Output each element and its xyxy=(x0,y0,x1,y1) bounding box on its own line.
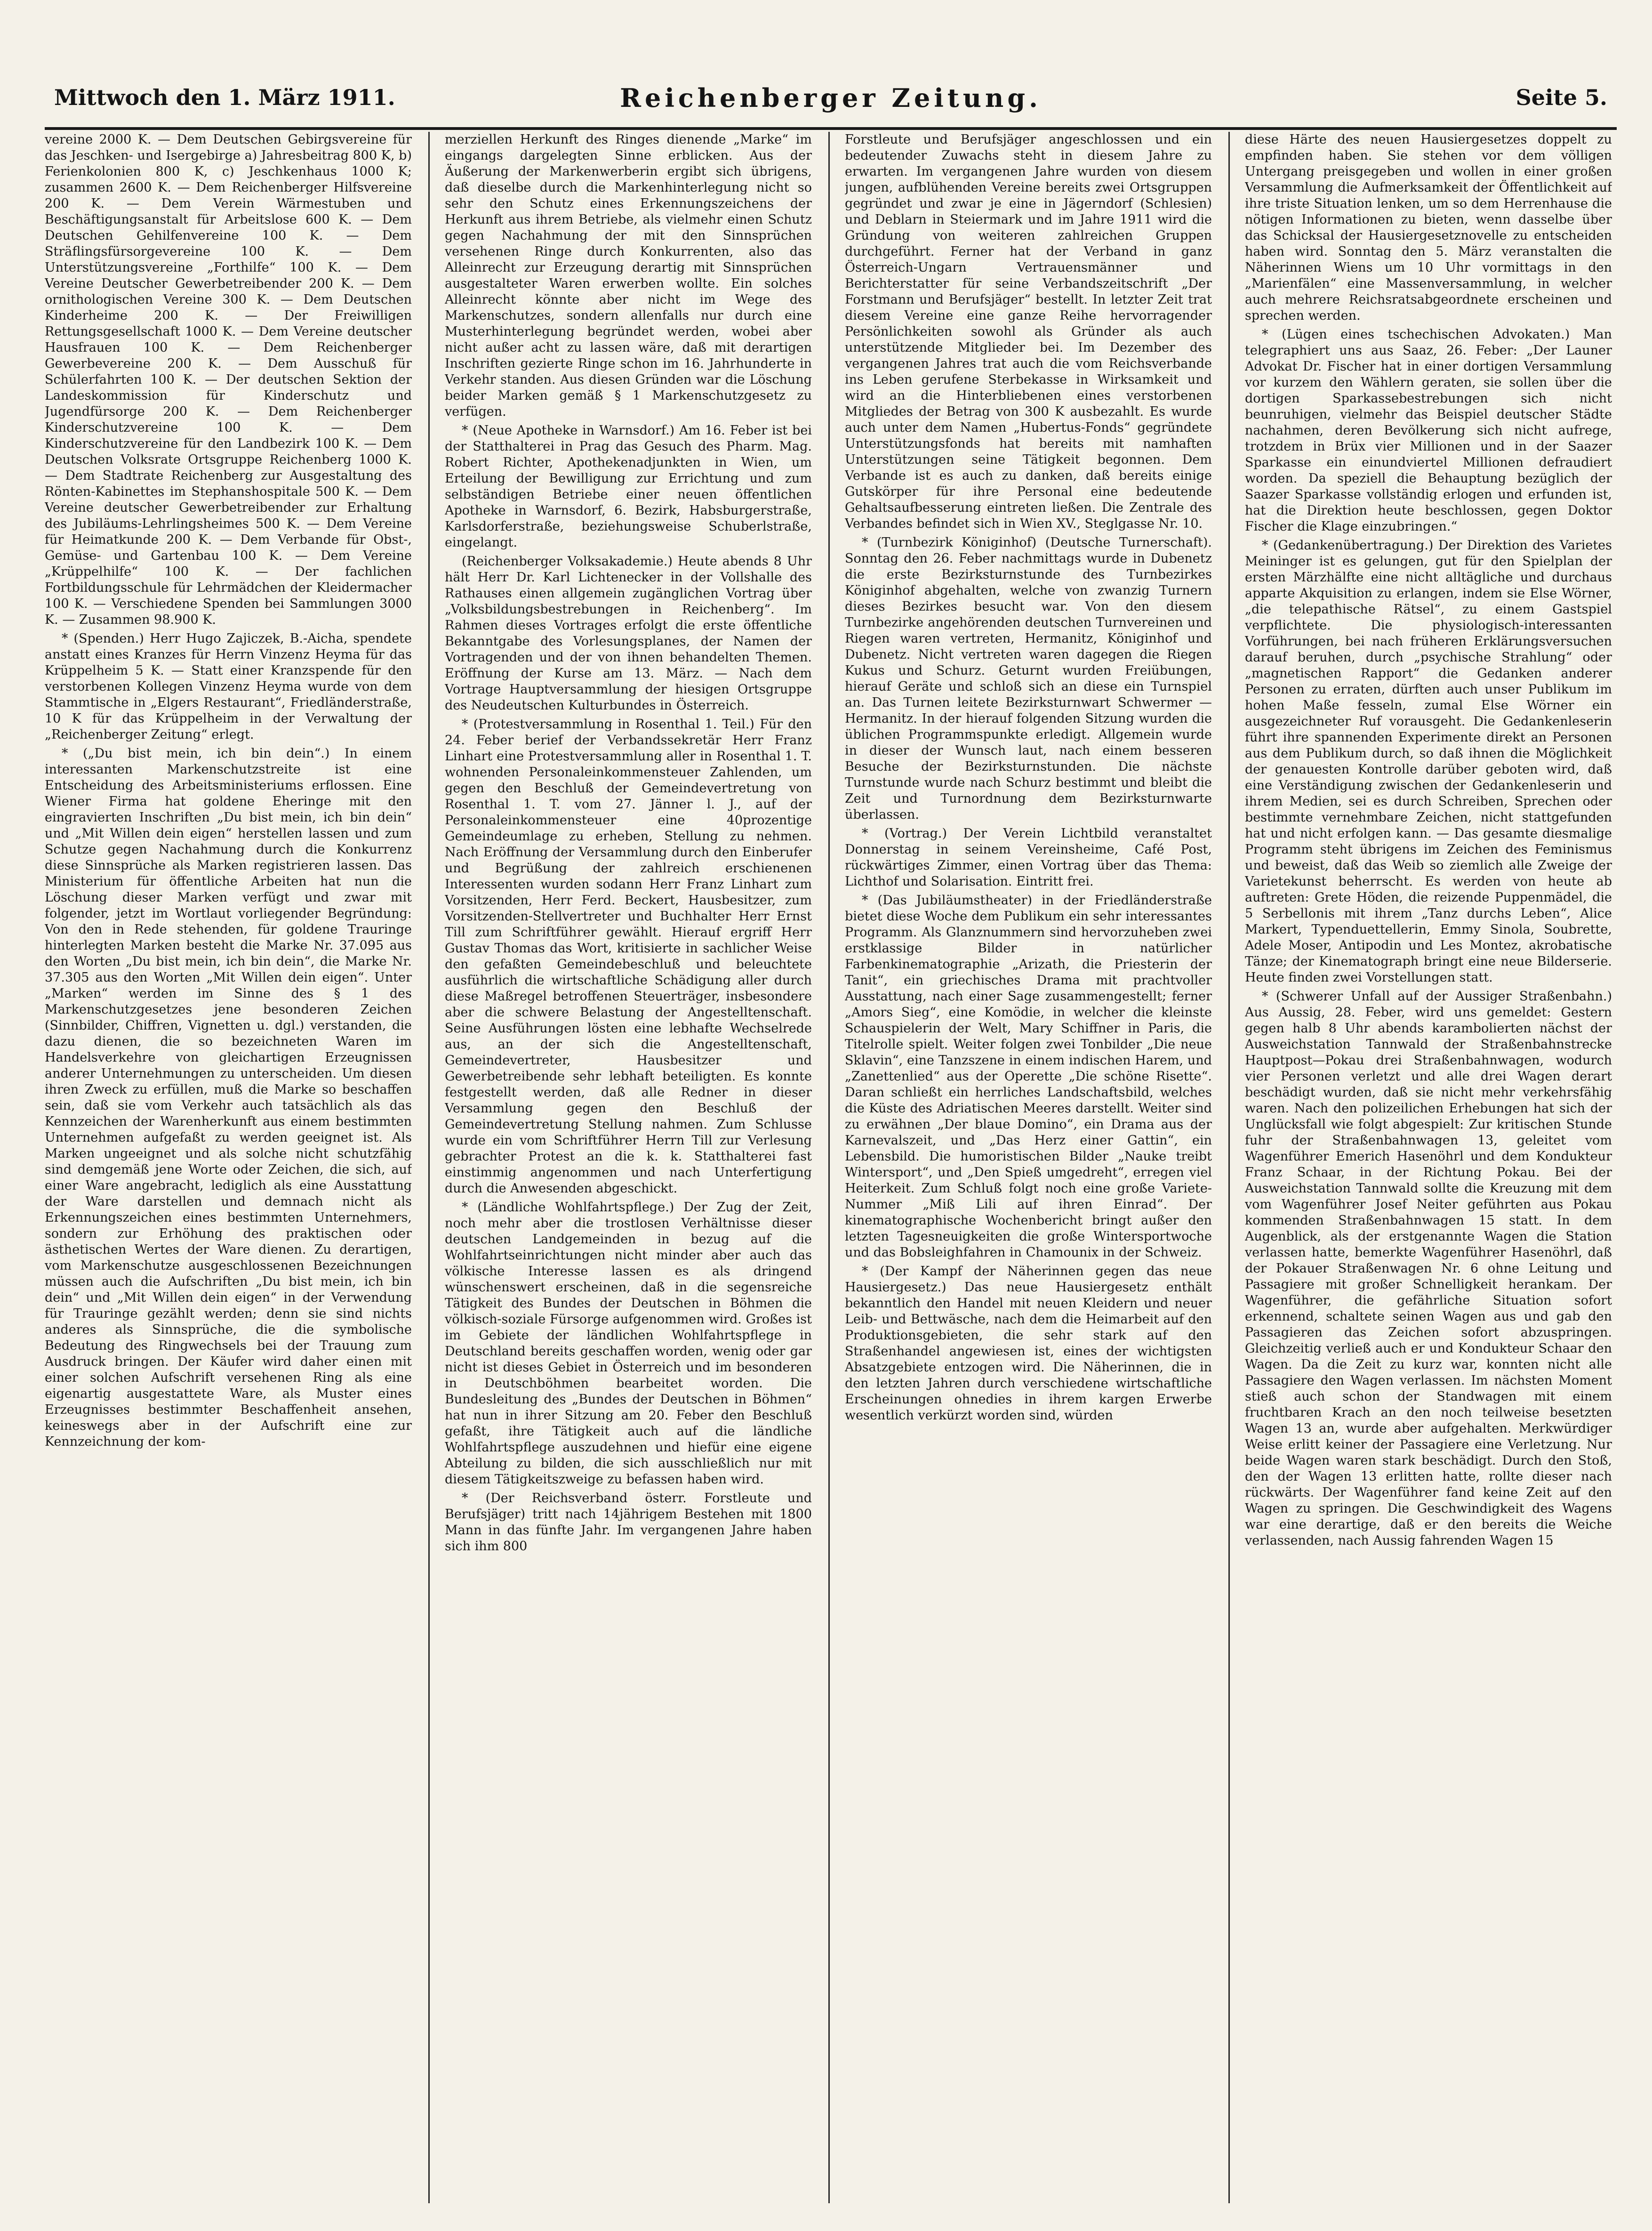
article-paragraph: * („Du bist mein, ich bin dein“.) In einem interessanten Markenschutzstreite ist eine Entscheidung des Arbeitsministeriums erflossen. Eine Wiener Firma hat goldene Eheringe mit den eingravierten Inschriften „Du bist mein, ich bin dein“ und „Mit Willen dein eigen“ herstellen lassen und zum Schutze gegen Nachahmung durch die Konkurrenz diese Sinnsprüche als Marken registrieren lassen. Das Ministerium für öffentliche Arbeiten hat nun die Löschung dieser Marken verfügt und zwar mit folgender, jetzt im Wortlaut vorliegender Begründung: Von den in Rede stehenden, für goldene Trauringe hinterlegten Marken besteht die Marke Nr. 37.095 aus den Worten „Du bist mein, ich bin dein“, die Marke Nr. 37.305 aus den Worten „Mit Willen dein eigen“. Unter „Marken“ werden im Sinne des § 1 des Markenschutzgesetzes jene besonderen Zeichen (Sinnbilder, Chiffren, Vignetten u. dgl.) verstanden, die dazu dienen, die so bezeichneten Waren im Handelsverkehre von gleichartigen Erzeugnissen anderer Unternehmungen zu unterscheiden. Um diesen ihren Zweck zu erfüllen, muß die Marke so beschaffen sein, daß sie vom Verkehr auch tatsächlich als das Kennzeichen der Warenherkunft aus einem bestimmten Unternehmen aufgefaßt zu werden geeignet ist. Als Marken ungeeignet und als solche nicht schutzfähig sind demgemäß jene Worte oder Zeichen, die sich, auf einer Ware angebracht, lediglich als eine Ausstattung der Ware darstellen und demnach nicht als Erkennungszeichen eines bestimmten Unternehmers, sondern zur Erhöhung des praktischen oder ästhetischen Wertes der Ware dienen. Zu derartigen, vom Markenschutze ausgeschlossenen Bezeichnungen müssen auch die Aufschriften „Du bist mein, ich bin dein“ und „Mit Willen dein eigen“ in der Verwendung für Trauringe gezählt werden; denn sie sind nichts anderes als Sinnsprüche, die die symbolische Bedeutung des Ringwechsels bei der Trauung zum Ausdruck bringen. Der Käufer wird daher einen mit einer solchen Aufschrift versehenen Ring als eine eigenartig ausgestattete Ware, als Muster eines Erzeugnisses bestimmter Beschaffenheit ansehen, keineswegs aber in der Aufschrift eine zur Kennzeichnung der kom- xyxy=(45,746,412,1449)
article-paragraph: * (Spenden.) Herr Hugo Zajiczek, B.-Aicha, spendete anstatt eines Kranzes für Herrn Vinzenz Heyma für das Krüppelheim 5 K. — Statt einer Kranzspende für den verstorbenen Kollegen Vinzenz Heyma wurde von dem Stammtische in „Elgers Restaurant“, Friedländerstraße, 10 K für das Krüppelheim in der Verwaltung der „Reichenberger Zeitung“ erlegt. xyxy=(45,631,412,742)
page-header xyxy=(45,71,1617,130)
column-2 xyxy=(445,132,812,2203)
article-paragraph: merziellen Herkunft des Ringes dienende „Marke“ im eingangs dargelegten Sinne erblicken. Aus der Äußerung der Markenwerberin ergibt sich übrigens, daß dieselbe durch die Markenhinterlegung nicht so sehr den Schutz eines Erkennungszeichens der Herkunft aus ihrem Betriebe, als vielmehr einen Schutz gegen Nachahmung der mit den Sinnsprüchen versehenen Ringe durch Konkurrenten, also das Alleinrecht zur Erzeugung derartig mit Sinnsprüchen ausgestalteter Waren erwerben wollte. Ein solches Alleinrecht könnte aber nicht im Wege des Markenschutzes, sondern allenfalls nur durch eine Musterhinterlegung begründet werden, wobei aber nicht außer acht zu lassen wäre, daß mit derartigen Inschriften gezierte Ringe schon im 16. Jahrhunderte in Verkehr standen. Aus diesen Gründen war die Löschung beider Marken gemäß § 1 Markenschutzgesetz zu verfügen. xyxy=(445,132,812,419)
article-paragraph: (Reichenberger Volksakademie.) Heute abends 8 Uhr hält Herr Dr. Karl Lichtenecker in der Vollshalle des Rathauses einen allgemein zugänglichen Vortrag über „Volksbildungsbestrebungen in Reichenberg“. Im Rahmen dieses Vortrages erfolgt die erste öffentliche Bekanntgabe des Vorlesungsplanes, der Namen der Vortragenden und der von ihnen behandelten Themen. Eröffnung der Kurse am 13. März. — Nach dem Vortrage Hauptversammlung der hiesigen Ortsgruppe des Neudeutschen Kulturbundes in Österreich. xyxy=(445,554,812,713)
issue-date: Mittwoch den 1. März 1911. xyxy=(54,85,395,110)
newspaper-page xyxy=(45,71,1617,2208)
article-paragraph: * (Der Kampf der Näherinnen gegen das neue Hausiergesetz.) Das neue Hausiergesetz enthält bekanntlich den Handel mit neuen Kleidern und neuer Leib- und Bettwäsche, nach dem die Heimarbeit auf den Produktionsgebieten, die sehr stark auf den Straßenhandel angewiesen ist, eines der wichtigsten Absatzgebiete entzogen wird. Die Näherinnen, die in den letzten Jahren durch verschiedene wirtschaftliche Erscheinungen ohnedies in ihrem kargen Erwerbe wesentlich verkürzt worden sind, würden xyxy=(845,1264,1212,1423)
article-paragraph: * (Schwerer Unfall auf der Aussiger Straßenbahn.) Aus Aussig, 28. Feber, wird uns gemeldet: Gestern gegen halb 8 Uhr abends karambolierten nächst der Ausweichstation Tannwald der Straßenbahnstrecke Hauptpost—Pokau drei Straßenbahnwagen, wodurch vier Personen verletzt und alle drei Wagen derart beschädigt wurden, daß sie nicht mehr verkehrsfähig waren. Nach den polizeilichen Erhebungen hat sich der Unglücksfall wie folgt abgespielt: Zur kritischen Stunde fuhr der Straßenbahnwagen 13, geleitet vom Wagenführer Emerich Hasenöhrl und dem Kondukteur Franz Schaar, in der Richtung Pokau. Bei der Ausweichstation Tannwald sollte die Kreuzung mit dem vom Wagenführer Josef Neiter geführten aus Pokau kommenden Straßenbahnwagen 15 statt. In dem Augenblick, als der erstgenannte Wagen die Station verlassen hatte, bemerkte Wagenführer Hasenöhrl, daß der Pokauer Straßenwagen Nr. 6 ohne Leitung und Passagiere mit großer Schnelligkeit herankam. Der Wagenführer, die gefährliche Situation sofort erkennend, schaltete seinen Wagen aus und gab den Passagieren das Zeichen sofort abzuspringen. Gleichzeitig verließ auch er und Kondukteur Schaar den Wagen. Da die Zeit zu kurz war, konnten nicht alle Passagiere den Wagen verlassen. Im nächsten Moment stieß auch schon der Standwagen mit einem fruchtbaren Krach an den noch teilweise besetzten Wagen 13 an, wurde aber aufgehalten. Merkwürdiger Weise erlitt keiner der Passagiere eine Verletzung. Nur beide Wagen waren stark beschädigt. Durch den Stoß, den der Wagen 13 erlitten hatte, rollte dieser nach rückwärts. Der Wagenführer fand keine Zeit auf den Wagen zu springen. Die Geschwindigkeit des Wagens war eine derartige, daß er den bereits die Weiche verlassenden, nach Aussig fahrenden Wagen 15 xyxy=(1245,989,1612,1548)
column-4 xyxy=(1245,132,1612,2203)
article-paragraph: * (Vortrag.) Der Verein Lichtbild veranstaltet Donnerstag in seinem Vereinsheime, Café Post, rückwärtiges Zimmer, einen Vortrag über das Thema: Lichthof und Solarisation. Eintritt frei. xyxy=(845,826,1212,889)
column-divider xyxy=(428,132,430,2203)
article-paragraph: * (Das Jubiläumstheater) in der Friedländerstraße bietet diese Woche dem Publikum ein sehr interessantes Programm. Als Glanznummern sind hervorzuheben zwei erstklassige Bilder in natürlicher Farbenkinematographie „Arizath, die Priesterin der Tanit“, ein griechisches Drama mit prachtvoller Ausstattung, nach einer Sage zusammengestellt; ferner „Amors Sieg“, eine Komödie, in welcher die kleinste Schauspielerin der Welt, Mary Schiffner in Paris, die Titelrolle spielt. Weiter folgen zwei Tonbilder „Die neue Sklavin“, eine Tanzszene in einem indischen Harem, und „Zanettenlied“ aus der Operette „Die schöne Risette“. Daran schließt ein herrliches Landschaftsbild, welches die Küste des Adriatischen Meeres darstellt. Weiter sind zu erwähnen „Der blaue Domino“, ein Drama aus der Karnevalszeit, und „Das Herz einer Gattin“, ein Lebensbild. Die humoristischen Bilder „Nauke treibt Wintersport“, und „Den Spieß umgedreht“, erregen viel Heiterkeit. Zum Schluß folgt noch eine große Variete-Nummer „Miß Lili auf ihren Einrad“. Der kinematographische Wochenbericht bringt außer den letzten Tagesneuigkeiten die große Wintersportwoche und das Bobsleighfahren in Chamounix in der Schweiz. xyxy=(845,893,1212,1260)
article-paragraph: Forstleute und Berufsjäger angeschlossen und ein bedeutender Zuwachs steht in diesem Jahre zu erwarten. Im vergangenen Jahre wurden von diesem jungen, aufblühenden Vereine bereits zwei Ortsgruppen gegründet und zwar je eine in Jägerndorf (Schlesien) und Deblarn in Steiermark und im Jahre 1911 wird die Gründung von weiteren zahlreichen Gruppen durchgeführt. Ferner hat der Verband in ganz Österreich-Ungarn Vertrauensmänner und Berichterstatter für seine Verbandszeitschrift „Der Forstmann und Berufsjäger“ bestellt. In letzter Zeit trat diesem Vereine eine ganze Reihe hervorragender Persönlichkeiten sowohl als Gründer als auch unterstützende Mitglieder bei. Im Dezember des vergangenen Jahres trat auch die vom Reichsverbande ins Leben gerufene Sterbekasse in Wirksamkeit und wird an die Hinterbliebenen eines verstorbenen Mitgliedes der Betrag von 300 K ausbezahlt. Es wurde auch unter dem Namen „Hubertus-Fonds“ gegründete Unterstützungsfonds hat bereits mit namhaften Unterstützungen seine Tätigkeit begonnen. Dem Verbande ist es auch zu danken, daß bereits einige Gutskörper für ihre Personal eine bedeutende Gehaltsaufbesserung eintreten ließen. Die Zentrale des Verbandes befindet sich in Wien XV., Steglgasse Nr. 10. xyxy=(845,132,1212,531)
article-paragraph: * (Neue Apotheke in Warnsdorf.) Am 16. Feber ist bei der Statthalterei in Prag das Gesuch des Pharm. Mag. Robert Richter, Apothekenadjunkten in Wien, um Erteilung der Bewilligung zur Errichtung und zum selbständigen Betriebe einer neuen öffentlichen Apotheke in Warnsdorf, 6. Bezirk, Habsburgerstraße, Karlsdorferstraße, beziehungsweise Schuberlstraße, eingelangt. xyxy=(445,423,812,550)
page-number: Seite 5. xyxy=(1516,85,1607,110)
column-divider xyxy=(1228,132,1230,2203)
article-paragraph: vereine 2000 K. — Dem Deutschen Gebirgsvereine für das Jeschken- und Isergebirge a) Jahresbeitrag 800 K, b) Ferienkolonien 800 K, c) Jeschkenhaus 1000 K; zusammen 2600 K. — Dem Reichenberger Hilfsvereine 200 K. — Dem Verein Wärmestuben und Beschäftigungsanstalt für Arbeitslose 600 K. — Dem Deutschen Gehilfenvereine 100 K. — Dem Sträflingsfürsorgevereine 100 K. — Dem Unterstützungsvereine „Forthilfe“ 100 K. — Dem Vereine Deutscher Gewerbetreibender 200 K. — Dem ornithologischen Vereine 300 K. — Dem Deutschen Kinderheime 200 K. — Der Freiwilligen Rettungsgesellschaft 1000 K. — Dem Vereine deutscher Hausfrauen 100 K. — Dem Reichenberger Gewerbevereine 200 K. — Dem Ausschuß für Schülerfahrten 100 K. — Der deutschen Sektion der Landeskommission für Kinderschutz und Jugendfürsorge 200 K. — Dem Reichenberger Kinderschutzvereine 100 K. — Dem Kinderschutzvereine für den Landbezirk 100 K. — Dem Deutschen Volksrate Ortsgruppe Reichenberg 1000 K. — Dem Stadtrate Reichenberg zur Ausgestaltung des Rönten-Kabinettes im Stephanshospitale 500 K. — Dem Vereine deutscher Gewerbetreibender zur Erhaltung des Jubiläums-Lehrlingsheimes 500 K. — Dem Vereine für Heimatkunde 200 K. — Dem Verbande für Obst-, Gemüse- und Gartenbau 100 K. — Dem Vereine „Krüppelhilfe“ 100 K. — Der fachlichen Fortbildungsschule für Lehrmädchen der Kleidermacher 100 K. — Verschiedene Spenden bei Sammlungen 3000 K. — Zusammen 98.900 K. xyxy=(45,132,412,627)
article-paragraph: * (Lügen eines tschechischen Advokaten.) Man telegraphiert uns aus Saaz, 26. Feber: „Der Launer Advokat Dr. Fischer hat in einer dortigen Versammlung vor kurzem den Wählern geraten, sie sollen über die dortigen Sparkassebestrebungen sich nicht beunruhigen, vielmehr das Beispiel deutscher Städte nachahmen, deren Bevölkerung sich nicht aufrege, trotzdem in Brüx vier Millionen und in der Saazer Sparkasse ein einundviertel Millionen defraudiert worden. Da speziell die Behauptung bezüglich der Saazer Sparkasse vollständig erlogen und erfunden ist, hat die Direktion heute beschlossen, gegen Doktor Fischer die Klage einzubringen.“ xyxy=(1245,327,1612,534)
newspaper-title: Reichenberger Zeitung. xyxy=(620,83,1042,113)
article-paragraph: * (Der Reichsverband österr. Forstleute und Berufsjäger) tritt nach 14jährigem Bestehen mit 1800 Mann in das fünfte Jahr. Im vergangenen Jahre haben sich ihm 800 xyxy=(445,1491,812,1554)
column-1 xyxy=(45,132,412,2203)
column-3 xyxy=(845,132,1212,2203)
column-divider xyxy=(828,132,830,2203)
article-paragraph: diese Härte des neuen Hausiergesetzes doppelt zu empfinden haben. Sie stehen vor dem völligen Untergang preisgegeben und wollen in einer großen Versammlung die Aufmerksamkeit der Öffentlichkeit auf ihre triste Situation lenken, um so dem Herrenhause die nötigen Informationen zu bieten, wenn dasselbe über das Schicksal der Hausiergesetznovelle zu entscheiden haben wird. Sonntag den 5. März veranstalten die Näherinnen Wiens um 10 Uhr vormittags in den „Marienfälen“ eine Massenversammlung, in welcher auch mehrere Reichsratsabgeordnete erscheinen und sprechen werden. xyxy=(1245,132,1612,323)
article-paragraph: * (Protestversammlung in Rosenthal 1. Teil.) Für den 24. Feber berief der Verbandssekretär Herr Franz Linhart eine Protestversammlung aller in Rosenthal 1. T. wohnenden Personaleinkommensteuer Zahlenden, um gegen den Beschluß der Gemeindevertretung von Rosenthal 1. T. vom 27. Jänner l. J., auf der Personaleinkommensteuer eine 40prozentige Gemeindeumlage zu erheben, Stellung zu nehmen. Nach Eröffnung der Versammlung durch den Einberufer und Begrüßung der zahlreich erschienenen Interessenten wurden sodann Herr Franz Linhart zum Vorsitzenden, Herr Ferd. Beckert, Hausbesitzer, zum Vorsitzenden-Stellvertreter und Buchhalter Herr Ernst Till zum Schriftführer gewählt. Hierauf ergriff Herr Gustav Thomas das Wort, kritisierte in sachlicher Weise den gefaßten Gemeindebeschluß und beleuchtete ausführlich die wirtschaftliche Schädigung aller durch diese Maßregel betroffenen Steuerträger, insbesondere aber die schwere Belastung der Angestelltenschaft. Seine Ausführungen lösten eine lebhafte Wechselrede aus, an der sich die Angestelltenschaft, Gemeindevertreter, Hausbesitzer und Gewerbetreibende sehr lebhaft beteiligten. Es konnte festgestellt werden, daß alle Redner in dieser Versammlung gegen den Beschluß der Gemeindevertretung Stellung nahmen. Zum Schlusse wurde ein vom Schriftführer Herrn Till zur Verlesung gebrachter Protest an die k. k. Statthalterei fast einstimmig angenommen und nach Unterfertigung durch die Anwesenden abgeschickt. xyxy=(445,717,812,1196)
article-paragraph: * (Turnbezirk Königinhof) (Deutsche Turnerschaft). Sonntag den 26. Feber nachmittags wurde in Dubenetz die erste Bezirksturnstunde des Turnbezirkes Königinhof abgehalten, welche von zwanzig Turnern dieses Bezirkes besucht war. Von den diesem Turnbezirke angehörenden deutschen Turnvereinen und Riegen waren vertreten, Hermanitz, Königinhof und Dubenetz. Nicht vertreten waren dagegen die Riegen Kukus und Schurz. Geturnt wurden Freiübungen, hierauf Geräte und schloß sich an diese ein Turnspiel an. Das Turnen leitete Bezirksturnwart Schwermer — Hermanitz. In der hierauf folgenden Sitzung wurden die üblichen Programmspunkte erledigt. Allgemein wurde in dieser der Wunsch laut, nach einem besseren Besuche der Bezirksturnstunden. Die nächste Turnstunde wurde nach Schurz bestimmt und bleibt die Zeit und Turnordnung dem Bezirksturnwarte überlassen. xyxy=(845,535,1212,822)
article-columns xyxy=(45,132,1617,2203)
article-paragraph: * (Ländliche Wohlfahrtspflege.) Der Zug der Zeit, noch mehr aber die trostlosen Verhältnisse dieser deutschen Landgemeinden in bezug auf die Wohlfahrtseinrichtungen nicht minder aber auch das völkische Interesse lassen es als dringend wünschenswert erscheinen, daß in die segensreiche Tätigkeit des Bundes der Deutschen in Böhmen die völkisch-soziale Fürsorge aufgenommen wird. Großes ist im Gebiete der ländlichen Wohlfahrtspflege in Deutschland bereits geschaffen worden, wenig oder gar nicht ist dieses Gebiet in Österreich und im besonderen in Deutschböhmen bearbeitet worden. Die Bundesleitung des „Bundes der Deutschen in Böhmen“ hat nun in ihrer Sitzung am 20. Feber den Beschluß gefaßt, ihre Tätigkeit auch auf die ländliche Wohlfahrtspflege auszudehnen und hiefür eine eigene Abteilung zu bilden, die sich ausschließlich nur mit diesem Tätigkeitszweige zu befassen haben wird. xyxy=(445,1200,812,1487)
article-paragraph: * (Gedankenübertragung.) Der Direktion des Varietes Meininger ist es gelungen, gut für den Spielplan der ersten Märzhälfte eine nicht alltägliche und durchaus apparte Akquisition zu erlangen, indem sie Else Wörner, „die telepathische Rätsel“, zu einem Gastspiel verpflichtete. Die physiologisch-interessanten Vorführungen, bei nach früheren Erklärungsversuchen darauf beruhen, durch „psychische Strahlung“ oder „magnetischen Rapport“ die Gedanken anderer Personen zu erraten, dürften auch unser Publikum im hohen Maße fesseln, zumal Else Wörner ein ausgezeichneter Ruf vorausgeht. Die Gedankenleserin führt ihre spannenden Experimente direkt an Personen aus dem Publikum durch, so daß ihnen die Möglichkeit der genauesten Kontrolle darüber geboten wird, daß eine Verständigung zwischen der Gedankenleserin und ihrem Medien, sei es durch Schreiben, Sprechen oder bestimmte vernehmbare Zeichen, nicht stattgefunden hat und nicht erfolgen kann. — Das gesamte diesmalige Programm steht übrigens im Zeichen des Feminismus und beweist, daß das Weib so ziemlich alle Zweige der Varietekunst beherrscht. Es werden von heute ab auftreten: Grete Höden, die reizende Puppenmädel, die 5 Serbellonis mit ihrem „Tanz durchs Leben“, Alice Markert, Typenduettellerin, Emmy Sinola, Soubrette, Adele Moser, Antipodin und Les Montez, akrobatische Tänze; der Kinematograph bringt eine neue Bilderserie. Heute finden zwei Vorstellungen statt. xyxy=(1245,538,1612,985)
